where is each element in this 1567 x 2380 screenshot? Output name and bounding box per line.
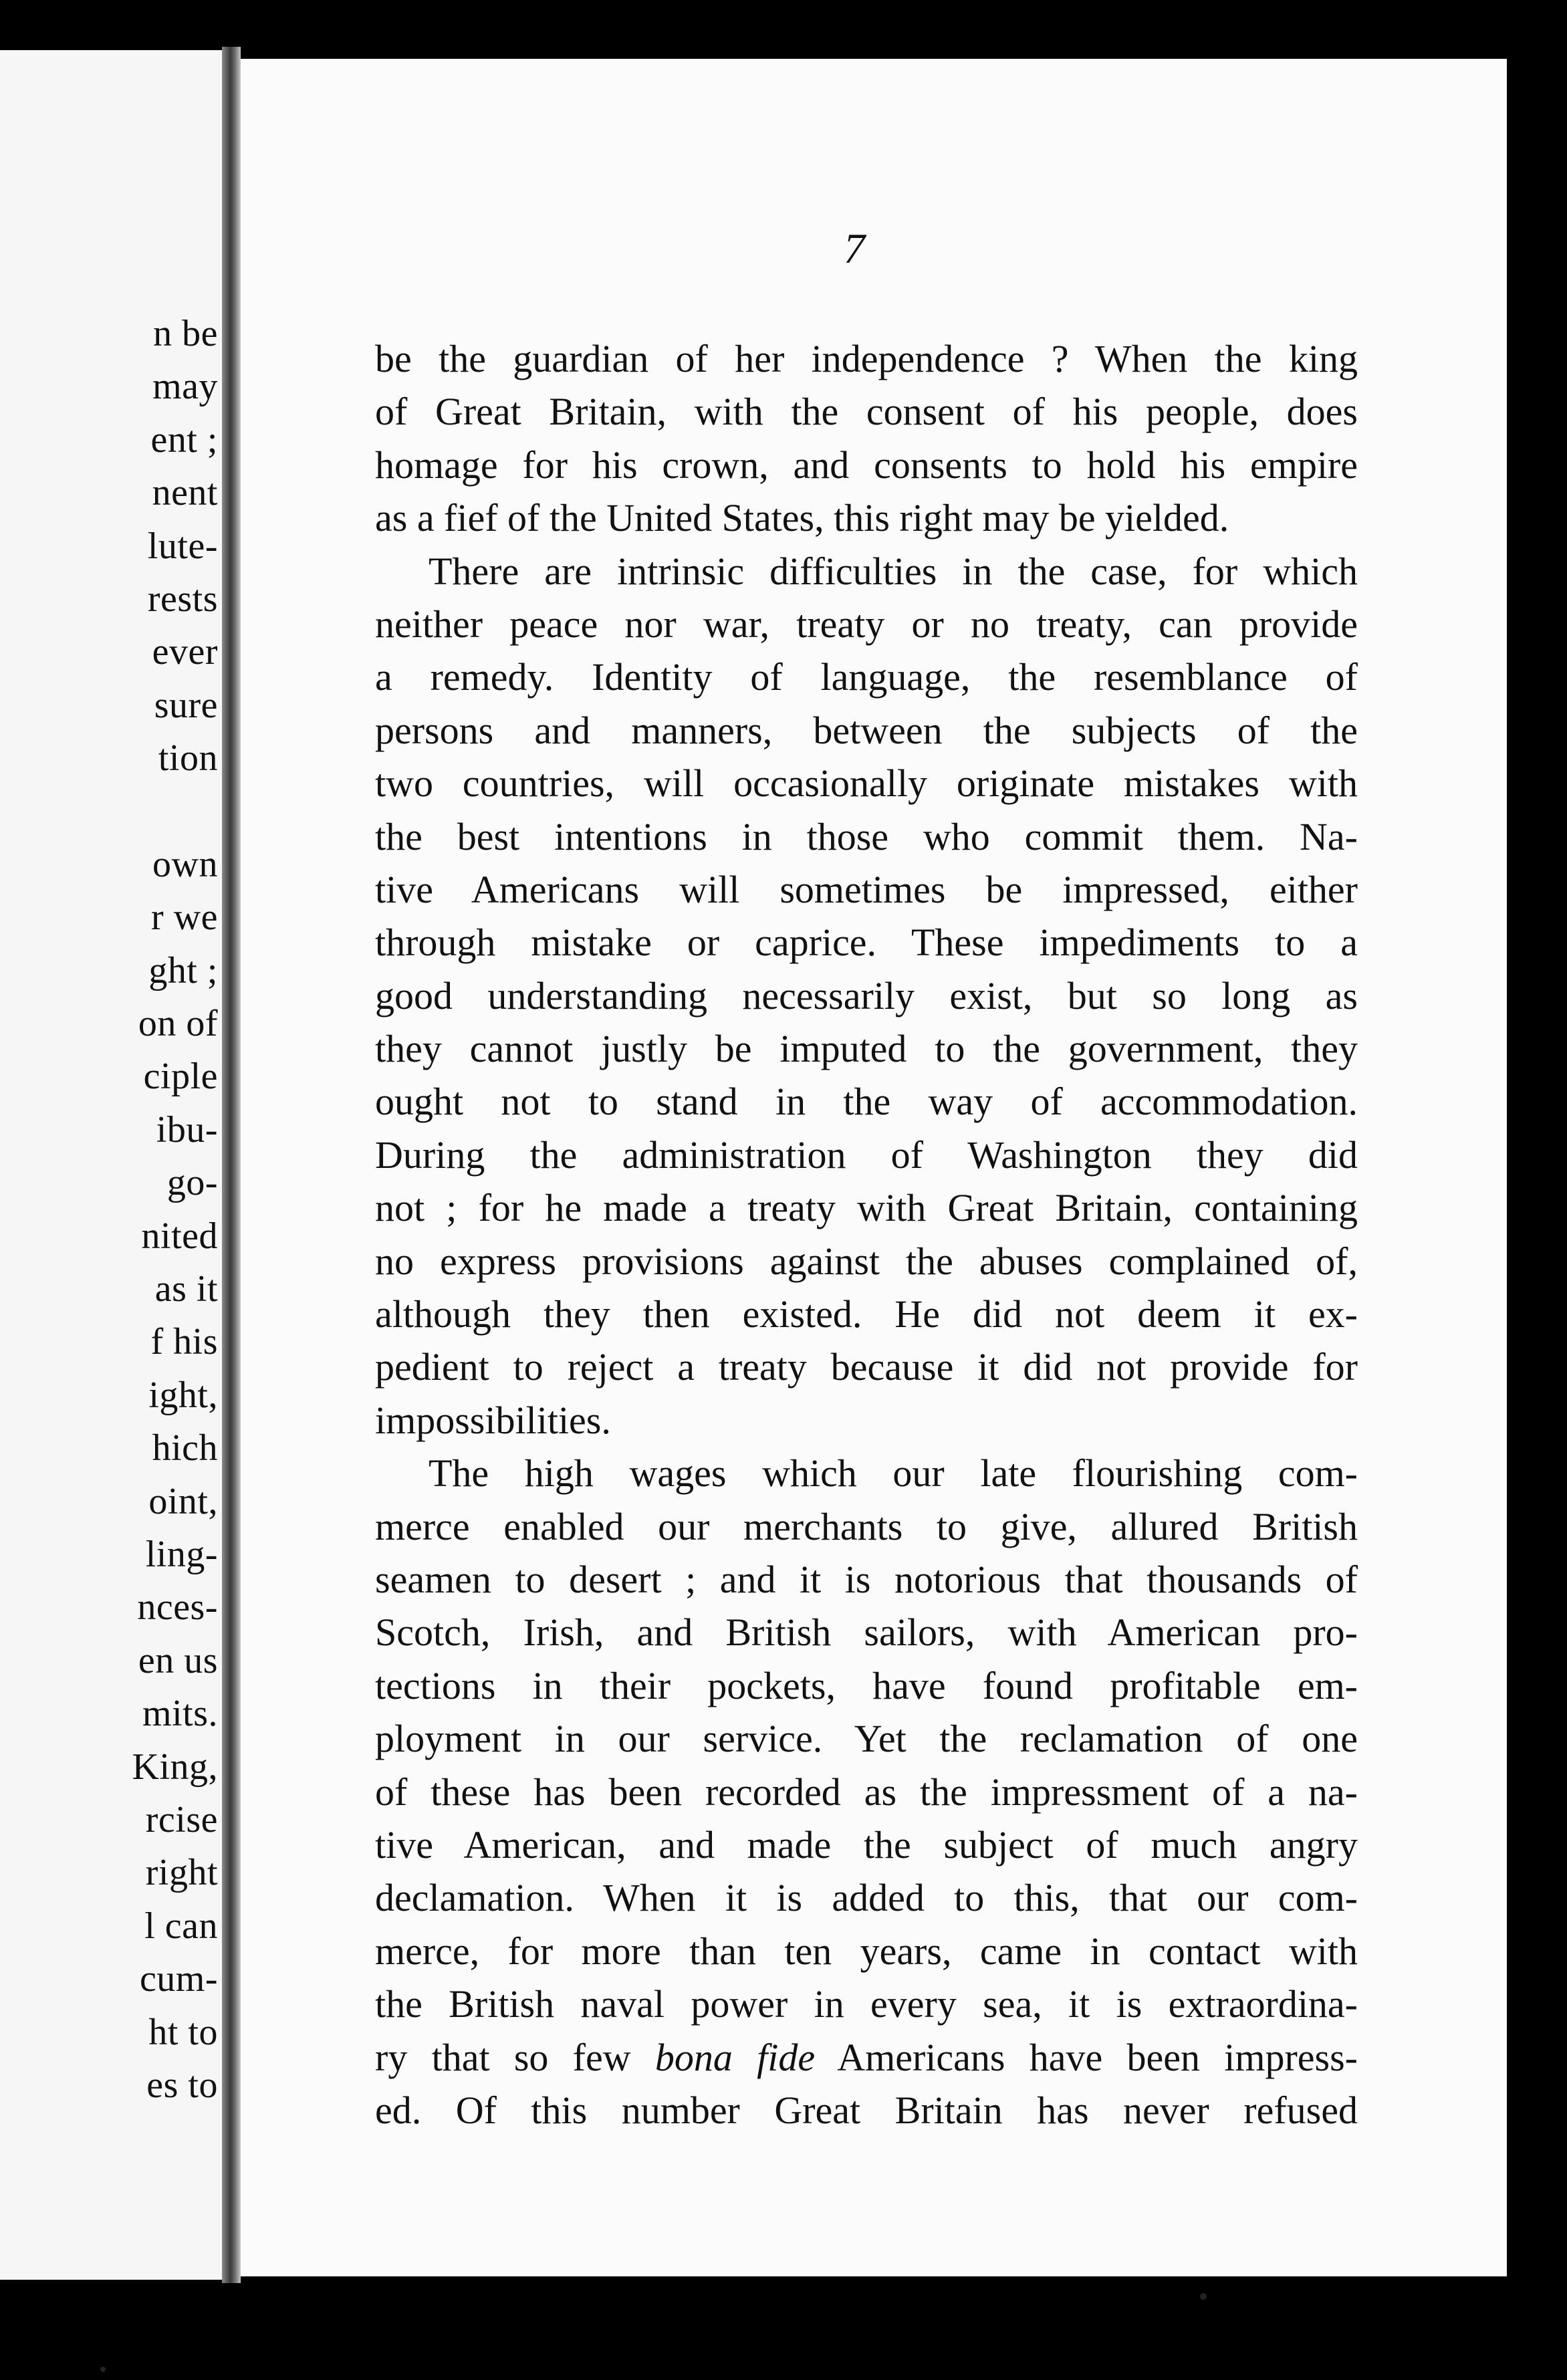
text-line: good understanding necessarily exist, but so long as <box>375 973 1358 1018</box>
previous-page-line: sure <box>154 684 218 726</box>
previous-page-line: ciple <box>143 1056 218 1098</box>
previous-page-line: rcise <box>145 1798 218 1840</box>
text-line: During the administration of Washington they did <box>375 1133 1358 1177</box>
previous-page-text <box>0 308 222 2112</box>
previous-page-line: ght ; <box>148 949 218 991</box>
previous-page-line: r we <box>151 897 218 939</box>
previous-page-fragment <box>0 50 222 2280</box>
previous-page-line <box>0 786 222 838</box>
text-line: although they then existed. He did not deem it ex- <box>375 1292 1358 1336</box>
previous-page-line: ent ; <box>150 419 218 461</box>
paragraph <box>375 1447 1358 2137</box>
previous-page-line: hich <box>152 1427 218 1469</box>
page-number: 7 <box>844 225 865 272</box>
previous-page-line: ight, <box>148 1374 218 1416</box>
previous-page-line: own <box>152 843 218 885</box>
previous-page-line: nited <box>141 1215 218 1257</box>
previous-page-line: f his <box>150 1321 218 1363</box>
text-line: of Great Britain, with the consent of his people, does <box>375 390 1358 434</box>
text-line: Scotch, Irish, and British sailors, with American pro- <box>375 1611 1358 1655</box>
text-line: merce, for more than ten years, came in contact with <box>375 1929 1358 1973</box>
text-line: neither peace nor war, treaty or no treaty, can provide <box>375 602 1358 646</box>
scan-speck <box>100 2367 106 2372</box>
paragraph <box>375 332 1358 545</box>
previous-page-line: go- <box>166 1162 218 1204</box>
previous-page-line: oint, <box>148 1480 218 1522</box>
text-line: tections in their pockets, have found profitable em- <box>375 1663 1358 1707</box>
text-line: There are intrinsic difficulties in the case, for which <box>429 549 1358 593</box>
text-line: be the guardian of her independence ? When the king <box>375 337 1358 380</box>
text-line: ed. Of this number Great Britain has never refused <box>375 2088 1358 2132</box>
previous-page-line: es to <box>146 2064 218 2106</box>
previous-page-line: nent <box>152 472 218 514</box>
text-line: tive American, and made the subject of much angry <box>375 1822 1358 1867</box>
previous-page-line: may <box>152 366 218 408</box>
text-line: not ; for he made a treaty with Great Britain, containing <box>375 1186 1358 1230</box>
previous-page-line: rests <box>147 578 218 620</box>
previous-page-line: as it <box>154 1268 218 1310</box>
text-line: no express provisions against the abuses complained of, <box>375 1239 1358 1283</box>
text-line: seamen to desert ; and it is notorious that thousands of <box>375 1557 1358 1601</box>
book-gutter <box>222 47 241 2283</box>
previous-page-line: lute- <box>147 525 218 567</box>
previous-page-line: ht to <box>148 2011 218 2053</box>
previous-page-line: cum- <box>139 1958 218 2000</box>
text-line: declamation. When it is added to this, that our com- <box>375 1876 1358 1920</box>
page-body-text <box>375 332 1358 2137</box>
text-line: ry that so few bona fide Americans have been impress- <box>375 2035 1358 2079</box>
previous-page-line: mits. <box>142 1693 218 1735</box>
text-line: The high wages which our late flourishing com- <box>429 1451 1358 1496</box>
previous-page-line: nces- <box>137 1586 218 1629</box>
previous-page-line: n be <box>153 313 218 354</box>
previous-page-line: ling- <box>145 1533 218 1575</box>
scan-speck <box>1200 2293 1207 2300</box>
previous-page-line: en us <box>138 1639 218 1681</box>
previous-page-line: l can <box>144 1905 218 1947</box>
previous-page-line: on of <box>138 1003 218 1045</box>
paragraph <box>375 545 1358 1447</box>
text-line: of these has been recorded as the impressment of a na- <box>375 1770 1358 1814</box>
text-line: the best intentions in those who commit them. Na- <box>375 814 1358 858</box>
previous-page-line: right <box>145 1852 218 1894</box>
text-line: persons and manners, between the subjects of the <box>375 708 1358 752</box>
text-line: ought not to stand in the way of accommodation. <box>375 1080 1358 1124</box>
text-line: the British naval power in every sea, it is extraordina- <box>375 1982 1358 2026</box>
text-line: two countries, will occasionally originate mistakes with <box>375 761 1358 806</box>
text-line: merce enabled our merchants to give, allured British <box>375 1504 1358 1548</box>
previous-page-line: King, <box>132 1746 218 1788</box>
text-line: as a fief of the United States, this right may be yielded. <box>375 496 1229 540</box>
text-line: homage for his crown, and consents to hold his empire <box>375 443 1358 487</box>
previous-page-line: tion <box>158 737 218 780</box>
text-line: pedient to reject a treaty because it did not provide for <box>375 1345 1358 1389</box>
italic-phrase: bona fide <box>654 2035 816 2079</box>
previous-page-line: ever <box>152 631 218 673</box>
text-line: ployment in our service. Yet the reclamation of one <box>375 1717 1358 1761</box>
text-line: they cannot justly be imputed to the government, they <box>375 1027 1358 1071</box>
text-line: impossibilities. <box>375 1398 611 1442</box>
text-line: a remedy. Identity of language, the resemblance of <box>375 655 1358 699</box>
previous-page-line: ibu- <box>156 1108 218 1151</box>
text-line: through mistake or caprice. These impediments to a <box>375 921 1358 965</box>
text-line: tive Americans will sometimes be impressed, either <box>375 867 1358 911</box>
